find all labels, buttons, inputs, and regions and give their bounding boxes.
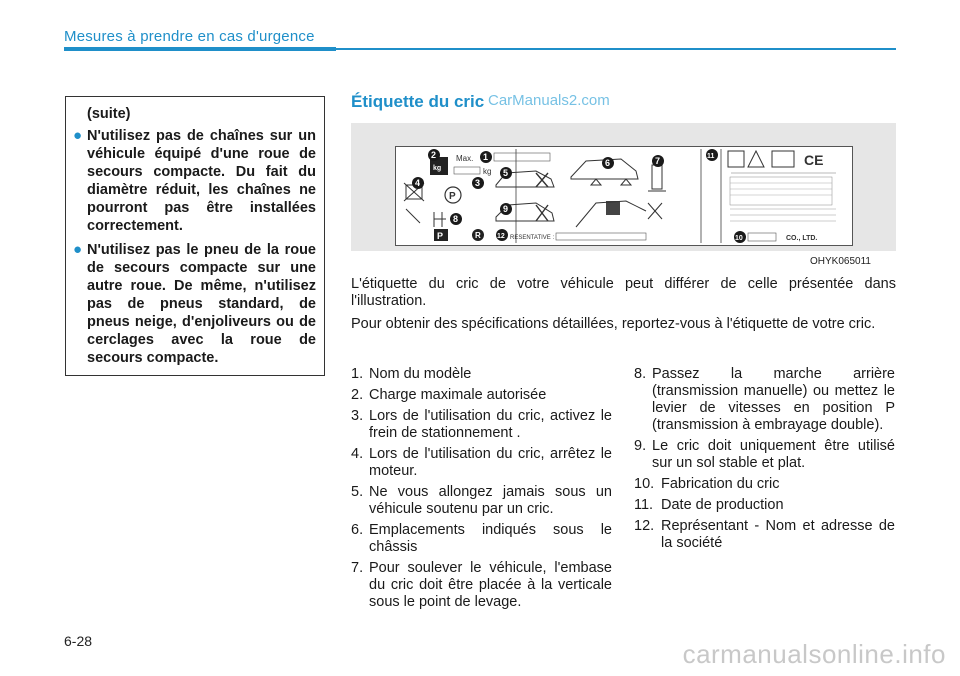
svg-text:kg: kg	[433, 165, 442, 172]
header-title: Mesures à prendre en cas d'urgence	[64, 28, 315, 45]
svg-text:P: P	[437, 231, 444, 241]
list-right	[634, 366, 895, 556]
label-number-badges	[412, 149, 746, 243]
svg-text:5: 5	[503, 168, 509, 178]
list-item: 2. Charge maximale autorisée	[351, 387, 547, 403]
list-item: 5. Ne vous allongez jamais sous un véhicule soutenu par un cric.	[351, 484, 612, 517]
list-item: 12. Représentant - Nom et adresse de la société	[634, 518, 895, 551]
list-item: 7. Pour soulever le véhicule, l'embase du cric doit être placée à la verticale sous le point de levage.	[351, 560, 612, 610]
page-number: 6-28	[64, 633, 93, 649]
svg-text:CO., LTD.: CO., LTD.	[786, 235, 818, 242]
bullet-dot-icon: ●	[73, 241, 83, 258]
svg-text:10: 10	[735, 235, 743, 242]
warning-bullet	[73, 127, 316, 235]
svg-text:9: 9	[503, 204, 509, 214]
svg-text:RESENTATIVE :: RESENTATIVE :	[510, 235, 555, 241]
header-rule-thick	[64, 47, 336, 51]
list-item: 10. Fabrication du cric	[634, 476, 780, 492]
svg-text:kg: kg	[483, 167, 492, 176]
warning-bullet	[73, 241, 316, 367]
bullet-dot-icon: ●	[73, 127, 83, 144]
header-rule-thin	[336, 48, 896, 50]
warning-box	[65, 96, 325, 376]
list-item: 6. Emplacements indiqués sous le châssis	[351, 522, 612, 555]
svg-text:6: 6	[605, 158, 611, 168]
list-item: 9. Le cric doit uniquement être utilisé sur un sol stable et plat.	[634, 438, 895, 471]
svg-text:1: 1	[483, 152, 489, 162]
svg-text:P: P	[449, 191, 456, 202]
watermark-bottom: carmanualsonline.info	[682, 639, 946, 669]
svg-text:11: 11	[707, 153, 715, 160]
list-left	[351, 366, 612, 615]
jack-label-image	[395, 146, 853, 246]
warning-bullet-text: N'utilisez pas de chaînes sur un véhicule équipé d'une roue de secours compacte. Du fait du diamètre réduit, les chaînes ne pourront pas être installées correctement.	[87, 128, 316, 234]
svg-text:8: 8	[453, 214, 459, 224]
warning-bullet-text: N'utilisez pas le pneu de la roue de secours compacte sur une autre roue. De même, n'utilisez pas de pneus standard, de pneus neige, d'enjoliveurs ou de cerclages avec la roue de secours compacte.	[87, 242, 316, 366]
list-item: 11. Date de production	[634, 497, 784, 513]
list-item: 3. Lors de l'utilisation du cric, activez le frein de stationnement .	[351, 408, 612, 441]
list-item: 1. Nom du modèle	[351, 366, 472, 382]
watermark-top: CarManuals2.com	[488, 92, 610, 109]
list-item: 8. Passez la marche arrière (transmission manuelle) ou mettez le levier de vitesses en position P (transmission à embrayage double).	[634, 366, 895, 433]
svg-text:R: R	[475, 231, 481, 240]
paragraph: Pour obtenir des spécifications détaillées, reportez-vous à l'étiquette de votre cric.	[351, 316, 876, 332]
svg-text:12: 12	[497, 233, 505, 240]
section-title: Étiquette du cric	[351, 92, 485, 111]
paragraph: L'étiquette du cric de votre véhicule peut différer de celle présentée dans l'illustration.	[351, 276, 896, 309]
svg-text:4: 4	[415, 178, 421, 188]
svg-text:CE: CE	[804, 152, 824, 168]
svg-text:2: 2	[431, 150, 437, 160]
warning-suite: (suite)	[87, 106, 131, 122]
svg-text:3: 3	[475, 178, 481, 188]
list-item: 4. Lors de l'utilisation du cric, arrêtez le moteur.	[351, 446, 612, 479]
image-caption: OHYK065011	[810, 256, 871, 267]
max-text: Max.	[456, 154, 474, 163]
svg-text:7: 7	[655, 156, 661, 166]
jack-label-illustration	[396, 147, 852, 245]
